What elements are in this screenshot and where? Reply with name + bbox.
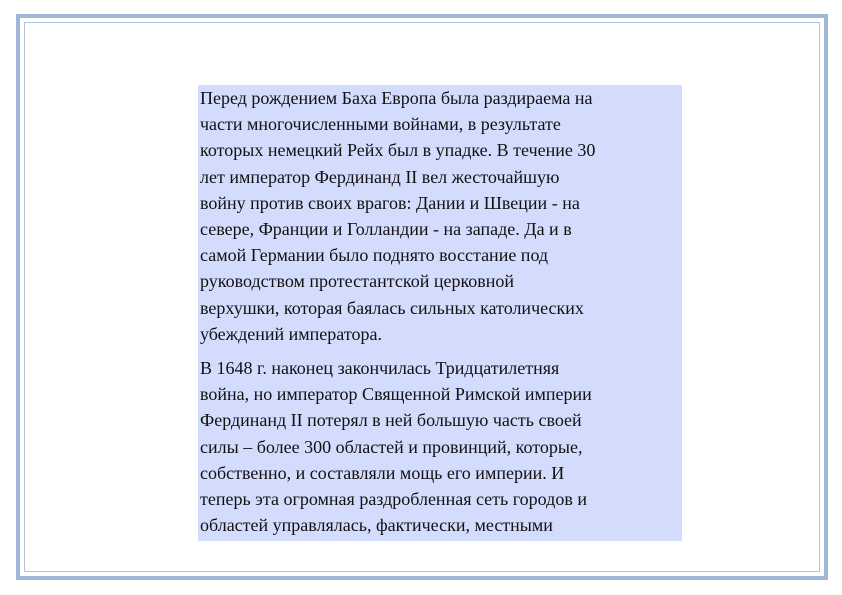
text-line: теперь эта огромная раздробленная сеть городов и	[200, 489, 587, 510]
text-line: В 1648 г. наконец закончилась Тридцатилетняя	[200, 358, 560, 379]
text-line: война, но император Священной Римской империи	[200, 384, 592, 405]
text-line: руководством протестантской церковной	[200, 271, 515, 292]
text-line: верхушки, которая баялась сильных католических	[200, 297, 584, 318]
paragraph	[198, 85, 682, 347]
text-line: областей управлялась, фактически, местными	[200, 515, 553, 536]
text-line: убеждений императора.	[200, 323, 382, 344]
text-line: самой Германии было поднято восстание под	[200, 245, 549, 266]
text-line: войну против своих врагов: Дании и Швеции - на	[200, 192, 580, 213]
paragraph	[198, 355, 682, 538]
text-line: которых немецкий Рейх был в упадке. В течение 30	[200, 140, 596, 161]
text-line: части многочисленными войнами, в результате	[200, 114, 561, 135]
text-line: силы – более 300 областей и провинций, которые,	[200, 436, 583, 457]
text-line: лет император Фердинанд II вел жесточайшую	[200, 166, 560, 187]
text-line: севере, Франции и Голландии - на западе. Да и в	[200, 219, 572, 240]
text-line: собственно, и составляли мощь его империи. И	[200, 462, 565, 483]
text-line: Фердинанд II потерял в ней большую часть своей	[200, 410, 582, 431]
text-block	[198, 85, 682, 541]
text-line: Перед рождением Баха Европа была раздираема на	[200, 88, 593, 108]
